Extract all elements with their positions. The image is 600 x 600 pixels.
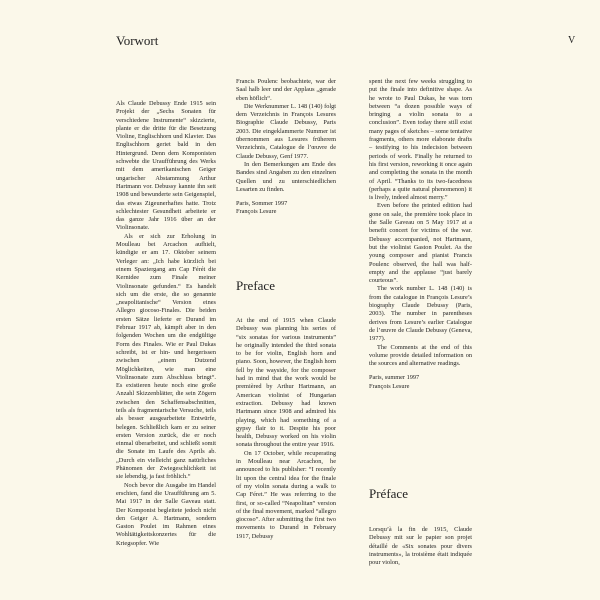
vorwort-paragraph: Die Werknummer L. 148 (140) folgt dem Verzeichnis in François Lesures Biographie Claude Debussy, Paris 2003. Die eingeklammerte Nummer ist übernommen aus Lesures früherem Verzeichnis, Catalogue de l’œuvre de Claude Debussy, Genf 1977. [236, 102, 336, 160]
page-number: V [568, 35, 576, 46]
place-date: Paris, Sommer 1997 [236, 200, 288, 208]
preface-heading: Preface [236, 278, 275, 293]
preface-paragraph: On 17 October, while recuperating in Moulleau near Arcachon, he announced to his publisher: “I recently lit upon the central idea for the finale of my violin sonata during a walk to Cap Féret.” He was referring to the first, or so-called “Neapolitan” version of the final movement, marked “allegro giocoso”. After submitting the first two movements to Durand in February 1917, Debussy [236, 449, 336, 540]
preface-paragraph: At the end of 1915 when Claude Debussy was planning his series of “six sonatas for various instruments” he originally intended the third sonata to be for violin, English horn and piano. Soon, however, the English horn fell by the wayside, for the composer had in mind that the work would be premièred by Arthur Hartmann, an American violinist of Hungarian extraction. Debussy had known Hartmann since 1908 and admired his playing, which had something of a gypsy flair to it. Despite his poor health, Debussy worked on his violin sonata throughout the entire year 1916. [236, 317, 336, 449]
preface-text [236, 317, 336, 541]
preface-paragraph: Even before the printed edition had gone on sale, the première took place in the Salle Gaveau on 5 May 1917 at a benefit concert for victims of the war. Debussy accompanied, not Hartmann, but the violinist Gaston Poulet. As the young composer and pianist Francis Poulenc observed, the hall was half-empty and the applause “just barely courteous”. [369, 202, 472, 285]
preface-fr-paragraph: Lorsqu’à la fin de 1915, Claude Debussy mit sur le papier son projet détaillé de «Six sonates pour divers instruments», la troisième était indiquée pour violon, [369, 526, 472, 567]
vorwort-paragraph: In den Bemerkungen am Ende des Bandes sind Angaben zu den einzelnen Quellen und zu unterschiedlichen Lesarten zu finden. [236, 160, 336, 193]
vorwort-paragraph: Als Claude Debussy Ende 1915 sein Projekt der „Sechs Sonaten für verschiedene Instrumente“ skizzierte, plante er die dritte für die Besetzung Violine, Englischhorn und Klavier. Das Englischhorn geriet bald in den Hintergrund. Denn dem Komponisten schwebte die Uraufführung des Werks mit dem amerikanischen Geiger ungarischer Abstammung Arthur Hartmann vor. Debussy kannte ihn seit 1908 und bewunderte sein Geigenspiel, das etwas Zigeunerhaftes hatte. Trotz schlechtester Gesundheit arbeitete er das ganze Jahr 1916 über an der Violinsonate. [116, 100, 216, 232]
vorwort-paragraph: Noch bevor die Ausgabe im Handel erschien, fand die Uraufführung am 5. Mai 1917 in der Salle Gaveau statt. Der Komponist begleitete jedoch nicht den Geiger A. Hartmann, sondern Gaston Poulet im Rahmen eines Wohltätigkeitskonzertes für die Kriegsopfer. Wie [116, 481, 216, 547]
preface-continuation [369, 78, 472, 391]
preface-paragraph: spent the next few weeks struggling to put the finale into definitive shape. As he wrote to Paul Dukas, he was torn between “a dozen possible ways of bringing a violin sonata to a conclusion”. Even today there still exist many pages of sketches – some tentative fragments, others more elaborate drafts – testifying to his indecision between periods of work. Finally he returned to his first version, reworking it once again and completing the sonata in the month of April. “Thanks to its two-facedness (perhaps a quite natural phenomenon) it is lively, indeed almost merry.” [369, 78, 472, 202]
vorwort-paragraph: Als er sich zur Erholung in Moulleau bei Arcachon aufhielt, kündigte er am 17. Oktober seinem Verleger an: „Ich habe kürzlich bei einem Spaziergang am Cap Férét die Kernidee zum Finale meiner Violinsonate gefunden.“ Es handelt sich um die erste, die so genannte „neapolitanische“ Version eines Allegro giocoso-Finales. Die beiden ersten Sätze lieferte er Durand im Februar 1917 ab, kämpft aber in den folgenden Wochen um die endgültige Form des Finales. Wie er Paul Dukas schreibt, ist er hin- und hergerissen zwischen „einem Dutzend Möglichkeiten, wie man eine Violinsonate zum Abschluss bringt“. Es existieren heute noch eine große Anzahl Skizzenblätter, die sein Zögern zwischen den Schaffensabschnitten, teils als fragmentarische Versuche, teils als besser ausgearbeitete Entwürfe, belegen. Schließlich kam er zu seiner ersten Version zurück, die er noch einmal überarbeitet, und schließt somit die Sonate im Laufe des Aprils ab. „Durch ein vielleicht ganz natürliches Phänomen der Zwiegeschlichkeit ist sie lebendig, ja fast fröhlich.“ [116, 232, 216, 481]
vorwort-heading: Vorwort [116, 33, 159, 48]
place-date: Paris, summer 1997 [369, 374, 420, 382]
vorwort-paragraph: Francis Poulenc beobachtete, war der Saal halb leer und der Applaus „gerade eben höflich“. [236, 78, 336, 102]
vorwort-text [116, 100, 216, 548]
preface-fr-heading: Préface [369, 486, 408, 501]
preface-paragraph: The work number L. 148 (140) is from the catalogue in François Lesure’s biography Claude Debussy (Paris, 2003). The number in parentheses derives from Lesure’s earlier Catalogue de l’œuvre de Claude Debussy (Geneva, 1977). [369, 285, 472, 343]
preface-fr-text [369, 526, 472, 567]
vorwort-continuation [236, 78, 336, 217]
author-signature: François Lesure [236, 208, 277, 216]
preface-paragraph: The Comments at the end of this volume provide detailed information on the sources and alternative readings. [369, 343, 472, 368]
author-signature: François Lesure [369, 382, 410, 390]
